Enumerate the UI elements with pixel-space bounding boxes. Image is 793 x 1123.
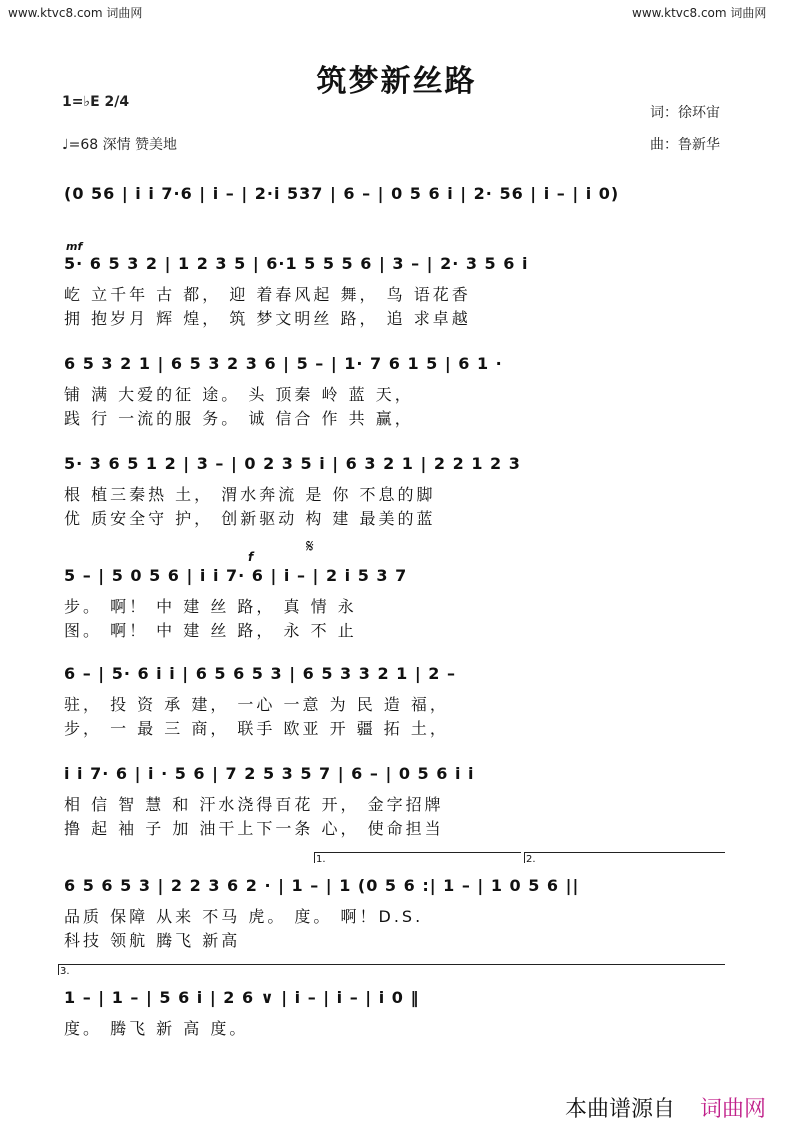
- notes-line: 5· 3 6 5 1 2 | 3 – | 0 2 3 5 i | 6 3 2 1 | 2 2 1 2 3: [64, 454, 521, 473]
- volta-2-bracket: [524, 852, 725, 863]
- lyrics-verse-1: 品质 保障 从来 不马 虎。 度。 啊！D.S.: [64, 907, 424, 926]
- lyrics-verse-2: 拥 抱岁月 辉 煌， 筑 梦文明丝 路， 追 求卓越: [64, 309, 471, 328]
- dynamic-mf: mf: [66, 240, 83, 253]
- lyrics-verse-2: 优 质安全守 护， 创新驱动 构 建 最美的蓝: [64, 509, 436, 528]
- tempo-marking: ♩=68 深情 赞美地: [62, 137, 178, 153]
- notes-line: 6 5 6 5 3 | 2 2 3 6 2 · | 1 – | 1 (0 5 6 :| 1 – | 1 0 5 6 ||: [64, 876, 580, 895]
- watermark-left: www.ktvc8.com 词曲网: [8, 6, 143, 20]
- lyrics-verse-2: 撸 起 袖 子 加 油干上下一条 心， 使命担当: [64, 819, 444, 838]
- composer-credit: 曲：鲁新华: [650, 137, 720, 153]
- notes-line: (0 56 | i i 7·6 | i – | 2·i 537 | 6 – | 0 5 6 i | 2· 56 | i – | i 0): [64, 184, 620, 203]
- lyrics-verse-2: 步， 一 最 三 商， 联手 欧亚 开 疆 拓 土，: [64, 719, 449, 738]
- volta-2-label: 2.: [526, 854, 536, 865]
- lyricist-credit: 词：徐环宙: [650, 105, 720, 121]
- footer-brand-link[interactable]: 词曲网: [700, 1097, 767, 1122]
- notes-line: 1 – | 1 – | 5 6 i | 2 6 ∨ | i – | i – | i 0 ‖: [64, 988, 420, 1007]
- segno-sign: 𝄋: [306, 536, 314, 557]
- lyrics-verse-2: 科技 领航 腾飞 新高: [64, 931, 241, 950]
- lyrics-verse-1: 驻， 投 资 承 建， 一心 一意 为 民 造 福，: [64, 695, 449, 714]
- lyrics-verse-1: 屹 立千年 古 都， 迎 着春风起 舞， 鸟 语花香: [64, 285, 471, 304]
- notes-line: 5· 6 5 3 2 | 1 2 3 5 | 6·1 5 5 5 6 | 3 – | 2· 3 5 6 i: [64, 254, 529, 273]
- notes-line: i i 7· 6 | i · 5 6 | 7 2 5 3 5 7 | 6 – | 0 5 6 i i: [64, 764, 475, 783]
- key-signature: 1=♭E 2/4: [62, 94, 130, 110]
- notes-line: 5 – | 5 0 5 6 | i i 7· 6 | i – | 2 i 5 3 7: [64, 566, 408, 585]
- volta-3-label: 3.: [60, 966, 70, 977]
- volta-1-bracket: [314, 852, 521, 863]
- volta-1-label: 1.: [316, 854, 326, 865]
- watermark-right: www.ktvc8.com 词曲网: [632, 6, 767, 20]
- volta-3-bracket: [58, 964, 725, 975]
- lyrics-verse-1: 度。 腾飞 新 高 度。: [64, 1019, 249, 1038]
- page-title: 筑梦新丝路: [316, 64, 477, 99]
- notes-line: 6 – | 5· 6 i i | 6 5 6 5 3 | 6 5 3 3 2 1 | 2 –: [64, 664, 456, 683]
- lyrics-verse-1: 相 信 智 慧 和 汗水浇得百花 开， 金字招牌: [64, 795, 444, 814]
- lyrics-verse-1: 根 植三秦热 土， 渭水奔流 是 你 不息的脚: [64, 485, 436, 504]
- notes-line: 6 5 3 2 1 | 6 5 3 2 3 6 | 5 – | 1· 7 6 1 5 | 6 1 ·: [64, 354, 503, 373]
- lyrics-verse-2: 图。 啊！ 中 建 丝 路， 永 不 止: [64, 621, 357, 640]
- lyrics-verse-1: 铺 满 大爱的征 途。 头 顶秦 岭 蓝 天，: [64, 385, 414, 404]
- dynamic-f: f: [248, 550, 254, 564]
- footer-source-text: 本曲谱源自: [565, 1097, 676, 1122]
- lyrics-verse-2: 践 行 一流的服 务。 诚 信合 作 共 赢，: [64, 409, 414, 428]
- lyrics-verse-1: 步。 啊！ 中 建 丝 路， 真 情 永: [64, 597, 357, 616]
